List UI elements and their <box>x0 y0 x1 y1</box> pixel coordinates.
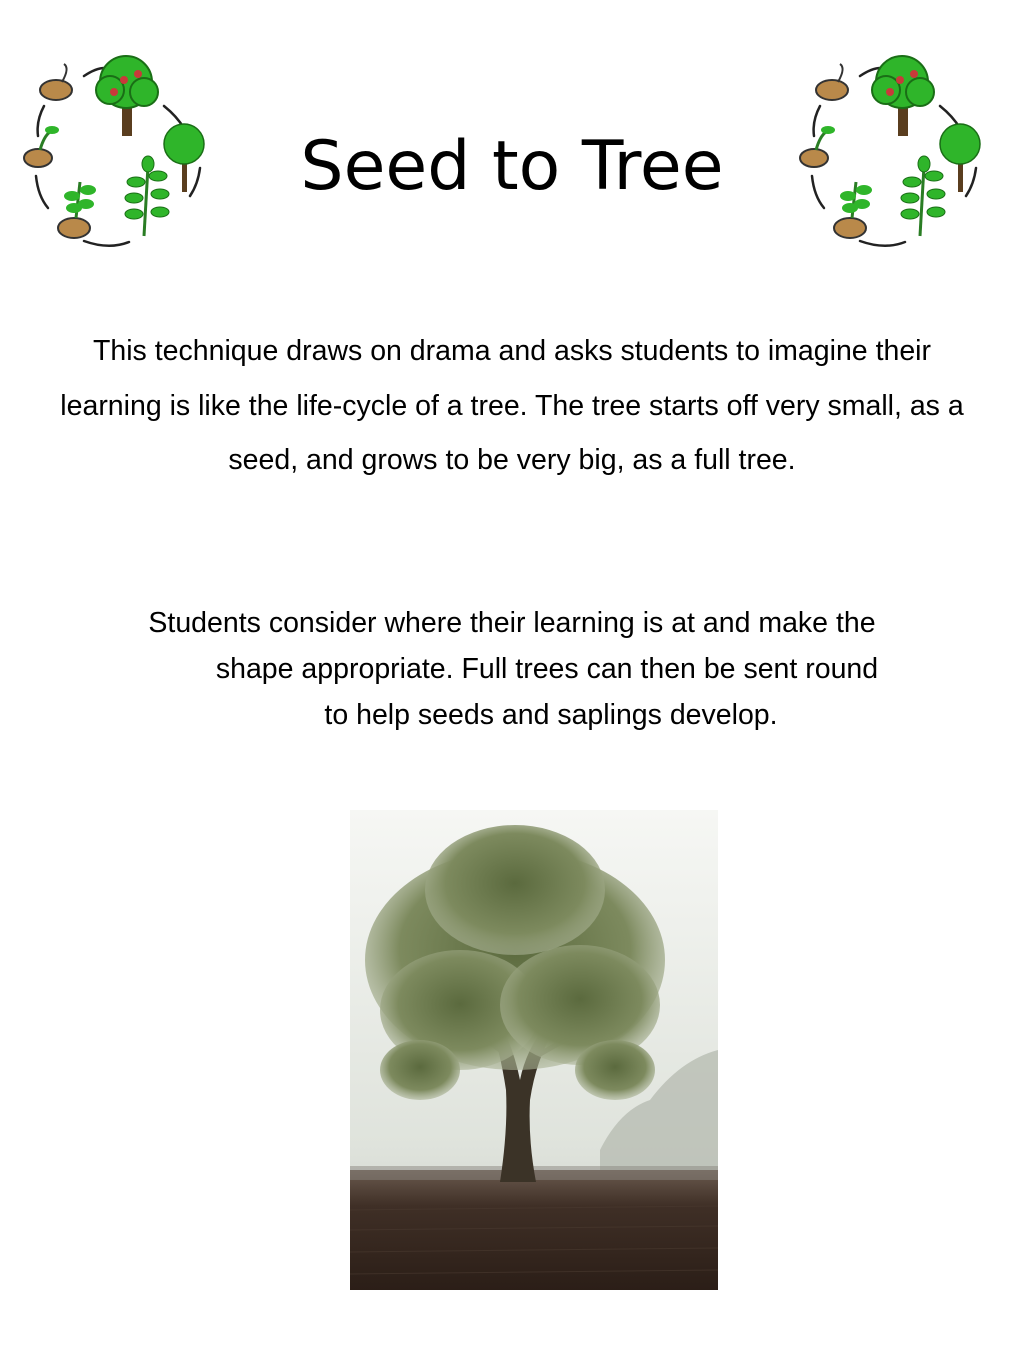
foggy-tree-photo <box>350 810 718 1290</box>
instructions-line: to help seeds and saplings develop. <box>324 699 778 731</box>
slide-title: Seed to Tree <box>300 127 724 206</box>
instructions-line: Students consider where their learning is at and make the <box>148 607 876 639</box>
instructions-paragraph <box>60 600 964 738</box>
description-paragraph: This technique draws on drama and asks students to imagine their learning is like the life-cycle of a tree. The tree starts off very small, as a seed, and grows to be very big, as a full tree. <box>60 335 964 476</box>
instructions-line: shape appropriate. Full trees can then be sent round <box>215 653 879 685</box>
